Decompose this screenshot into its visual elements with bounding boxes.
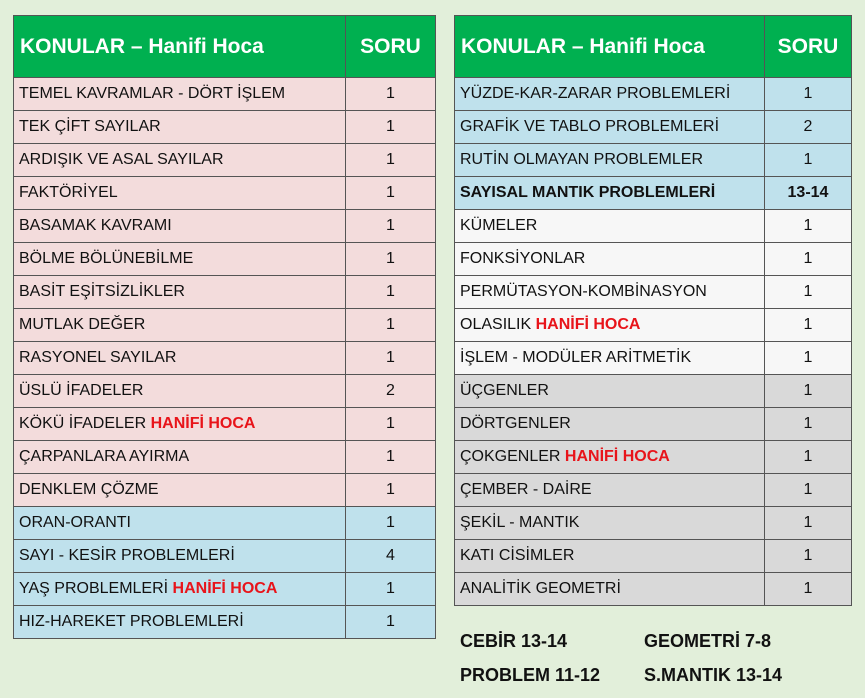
right-topic-cell: [455, 78, 765, 111]
right-topic-cell: [455, 210, 765, 243]
right-count-cell: 1: [765, 276, 852, 309]
left-count-cell: 1: [346, 606, 436, 639]
right-table-row: [455, 342, 852, 375]
left-table-row: [14, 606, 436, 639]
left-count-cell: 1: [346, 111, 436, 144]
right-topic-cell: [455, 111, 765, 144]
left-count-cell: 2: [346, 375, 436, 408]
topic-label: BASAMAK KAVRAMI: [19, 217, 172, 234]
right-table-row: [455, 144, 852, 177]
right-topic-cell: [455, 177, 765, 210]
topic-label: FONKSİYONLAR: [460, 250, 586, 267]
left-topic-cell: [14, 342, 346, 375]
right-count-cell: 1: [765, 309, 852, 342]
left-table-row: [14, 309, 436, 342]
topic-label: ANALİTİK GEOMETRİ: [460, 580, 621, 597]
topic-label: ORAN-ORANTI: [19, 514, 131, 531]
topic-label: TEMEL KAVRAMLAR - DÖRT İŞLEM: [19, 85, 286, 102]
left-count-cell: 1: [346, 573, 436, 606]
left-count-cell: 1: [346, 243, 436, 276]
footer-geometri: GEOMETRİ 7-8: [644, 631, 772, 651]
left-table-row: [14, 177, 436, 210]
topic-label: DÖRTGENLER: [460, 415, 571, 432]
left-topic-cell: [14, 441, 346, 474]
left-table-row: [14, 111, 436, 144]
right-count-cell: 1: [765, 342, 852, 375]
left-table-row: [14, 540, 436, 573]
left-topic-cell: [14, 540, 346, 573]
left-table-row: [14, 243, 436, 276]
left-topic-cell: [14, 144, 346, 177]
right-table-row: [455, 474, 852, 507]
topic-label: KÖKÜ İFADELER: [19, 415, 151, 432]
topic-label: ŞEKİL - MANTIK: [460, 514, 580, 531]
right-topic-cell: [455, 441, 765, 474]
left-topic-cell: [14, 177, 346, 210]
left-count-cell: 1: [346, 78, 436, 111]
left-count-cell: 1: [346, 177, 436, 210]
right-topic-cell: [455, 309, 765, 342]
right-header-row: [455, 16, 852, 78]
right-table-row: [455, 210, 852, 243]
right-table-row: [455, 507, 852, 540]
right-count-cell: 1: [765, 243, 852, 276]
left-table-row: [14, 375, 436, 408]
left-count-cell: 1: [346, 408, 436, 441]
left-count-cell: 1: [346, 276, 436, 309]
right-count-cell: 1: [765, 507, 852, 540]
left-count-cell: 1: [346, 441, 436, 474]
left-table-row: [14, 78, 436, 111]
topic-label: PERMÜTASYON-KOMBİNASYON: [460, 283, 707, 300]
right-header-count: SORU: [765, 16, 852, 78]
right-topic-cell: [455, 408, 765, 441]
topic-label: ARDIŞIK VE ASAL SAYILAR: [19, 151, 224, 168]
left-topic-cell: [14, 276, 346, 309]
right-topic-cell: [455, 243, 765, 276]
topic-label: YÜZDE-KAR-ZARAR PROBLEMLERİ: [460, 85, 731, 102]
left-count-cell: 1: [346, 474, 436, 507]
right-count-cell: 1: [765, 474, 852, 507]
topic-label: ÇARPANLARA AYIRMA: [19, 448, 190, 465]
topic-label: TEK ÇİFT SAYILAR: [19, 118, 161, 135]
topic-label: GRAFİK VE TABLO PROBLEMLERİ: [460, 118, 720, 135]
left-table-row: [14, 342, 436, 375]
right-table-row: [455, 441, 852, 474]
topic-label: SAYISAL MANTIK PROBLEMLERİ: [460, 184, 716, 201]
teacher-highlight: HANİFİ HOCA: [564, 448, 670, 465]
right-count-cell: 1: [765, 441, 852, 474]
right-header-topic: KONULAR – Hanifi Hoca: [455, 16, 765, 78]
left-topic-cell: [14, 243, 346, 276]
left-topic-cell: [14, 474, 346, 507]
left-table-row: [14, 408, 436, 441]
left-topic-cell: [14, 408, 346, 441]
right-count-cell: 2: [765, 111, 852, 144]
right-count-cell: 1: [765, 540, 852, 573]
right-topic-cell: [455, 573, 765, 606]
left-topic-cell: [14, 375, 346, 408]
topic-label: İŞLEM - MODÜLER ARİTMETİK: [460, 349, 692, 366]
right-count-cell: 1: [765, 375, 852, 408]
left-topic-cell: [14, 507, 346, 540]
topic-label: OLASILIK: [460, 316, 536, 333]
left-table-row: [14, 144, 436, 177]
right-table-row: [455, 375, 852, 408]
right-table-row: [455, 111, 852, 144]
left-count-cell: 1: [346, 309, 436, 342]
left-count-cell: 4: [346, 540, 436, 573]
topic-label: FAKTÖRİYEL: [19, 184, 118, 201]
topic-label: YAŞ PROBLEMLERİ: [19, 580, 173, 597]
left-topic-cell: [14, 210, 346, 243]
topic-label: ÜÇGENLER: [460, 382, 549, 399]
footer-problem: PROBLEM 11-12: [460, 665, 601, 685]
left-table-row: [14, 441, 436, 474]
left-topic-cell: [14, 78, 346, 111]
topic-label: BÖLME BÖLÜNEBİLME: [19, 250, 194, 267]
right-topic-cell: [455, 540, 765, 573]
right-topic-cell: [455, 375, 765, 408]
left-topic-cell: [14, 309, 346, 342]
right-topic-cell: [455, 474, 765, 507]
right-table-row: [455, 408, 852, 441]
topic-label: KÜMELER: [460, 217, 538, 234]
topic-label: MUTLAK DEĞER: [19, 316, 146, 333]
left-count-cell: 1: [346, 144, 436, 177]
right-topic-cell: [455, 276, 765, 309]
topic-label: BASİT EŞİTSİZLİKLER: [19, 283, 185, 300]
right-topic-cell: [455, 342, 765, 375]
right-topic-cell: [455, 507, 765, 540]
left-header-count: SORU: [346, 16, 436, 78]
topic-label: RUTİN OLMAYAN PROBLEMLER: [460, 151, 704, 168]
left-topics-table: [13, 15, 436, 639]
left-table-row: [14, 474, 436, 507]
right-count-cell: 13-14: [765, 177, 852, 210]
topic-label: ÇOKGENLER: [460, 448, 565, 465]
topic-label: SAYI - KESİR PROBLEMLERİ: [19, 547, 235, 564]
right-count-cell: 1: [765, 573, 852, 606]
right-table-row: [455, 177, 852, 210]
topic-label: ÜSLÜ İFADELER: [19, 382, 144, 399]
left-header-topic: KONULAR – Hanifi Hoca: [14, 16, 346, 78]
topic-label: RASYONEL SAYILAR: [19, 349, 177, 366]
right-table-row: [455, 243, 852, 276]
left-topic-cell: [14, 606, 346, 639]
right-table-row: [455, 276, 852, 309]
left-table-row: [14, 210, 436, 243]
right-table-row: [455, 573, 852, 606]
teacher-highlight: HANİFİ HOCA: [150, 415, 256, 432]
right-count-cell: 1: [765, 210, 852, 243]
left-count-cell: 1: [346, 210, 436, 243]
left-header-row: [14, 16, 436, 78]
left-table-row: [14, 507, 436, 540]
right-table-row: [455, 309, 852, 342]
right-count-cell: 1: [765, 78, 852, 111]
topic-label: KATI CİSİMLER: [460, 547, 575, 564]
right-topic-cell: [455, 144, 765, 177]
right-topics-table: [454, 15, 852, 606]
left-table-row: [14, 276, 436, 309]
left-table-row: [14, 573, 436, 606]
left-count-cell: 1: [346, 342, 436, 375]
left-topic-cell: [14, 573, 346, 606]
right-count-cell: 1: [765, 408, 852, 441]
topic-label: ÇEMBER - DAİRE: [460, 481, 592, 498]
right-table-row: [455, 78, 852, 111]
teacher-highlight: HANİFİ HOCA: [535, 316, 641, 333]
right-count-cell: 1: [765, 144, 852, 177]
footer-cebir: CEBİR 13-14: [460, 631, 568, 651]
left-count-cell: 1: [346, 507, 436, 540]
footer-smantik: S.MANTIK 13-14: [644, 665, 783, 685]
teacher-highlight: HANİFİ HOCA: [172, 580, 278, 597]
topic-label: HIZ-HAREKET PROBLEMLERİ: [19, 613, 244, 630]
left-topic-cell: [14, 111, 346, 144]
topic-label: DENKLEM ÇÖZME: [19, 481, 159, 498]
right-table-row: [455, 540, 852, 573]
